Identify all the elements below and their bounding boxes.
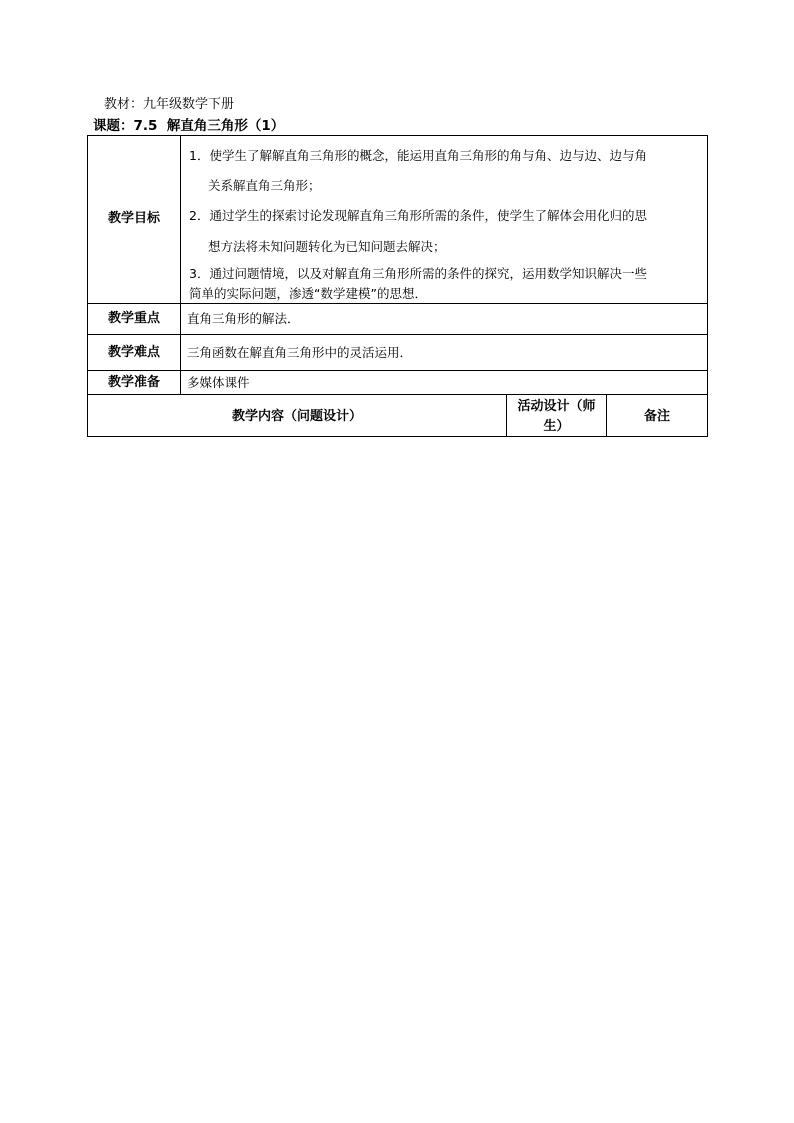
activity-column-header-line1: 活动设计（师 <box>517 399 596 414</box>
objective-item-2-line2: 想方法将未知问题转化为已知问题去解决； <box>208 239 446 254</box>
objective-item-3-line2: 简单的实际问题，渗透“数学建模”的思想． <box>189 286 427 301</box>
key-points-label: 教学重点 <box>107 311 160 326</box>
content-column-header: 教学内容（问题设计） <box>231 409 362 424</box>
objective-item-1-line1: 1．使学生了解解直角三角形的概念，能运用直角三角形的角与角、边与边、边与角 <box>189 148 647 163</box>
objectives-label: 教学目标 <box>107 211 160 226</box>
textbook-label: 教材：九年级数学下册 <box>104 97 235 112</box>
objective-item-1-line2: 关系解直角三角形； <box>208 178 321 193</box>
activity-column-header-line2: 生） <box>543 419 570 434</box>
preparation-value: 多媒体课件 <box>187 375 250 390</box>
row-divider <box>87 394 708 395</box>
objective-item-3-line1: 3．通过问题情境，以及对解直角三角形所需的条件的探究，运用数学知识解决一些 <box>189 266 647 281</box>
lesson-title: 课题：7.5 解直角三角形（1） <box>93 118 285 134</box>
difficulties-label: 教学难点 <box>107 345 160 360</box>
key-points-value: 直角三角形的解法． <box>187 311 300 326</box>
column-divider <box>180 135 181 394</box>
objective-item-2-line1: 2．通过学生的探索讨论发现解直角三角形所需的条件，使学生了解体会用化归的思 <box>189 208 647 223</box>
notes-column-header: 备注 <box>643 409 670 424</box>
preparation-label: 教学准备 <box>107 375 160 390</box>
difficulties-value: 三角函数在解直角三角形中的灵活运用． <box>187 345 413 360</box>
